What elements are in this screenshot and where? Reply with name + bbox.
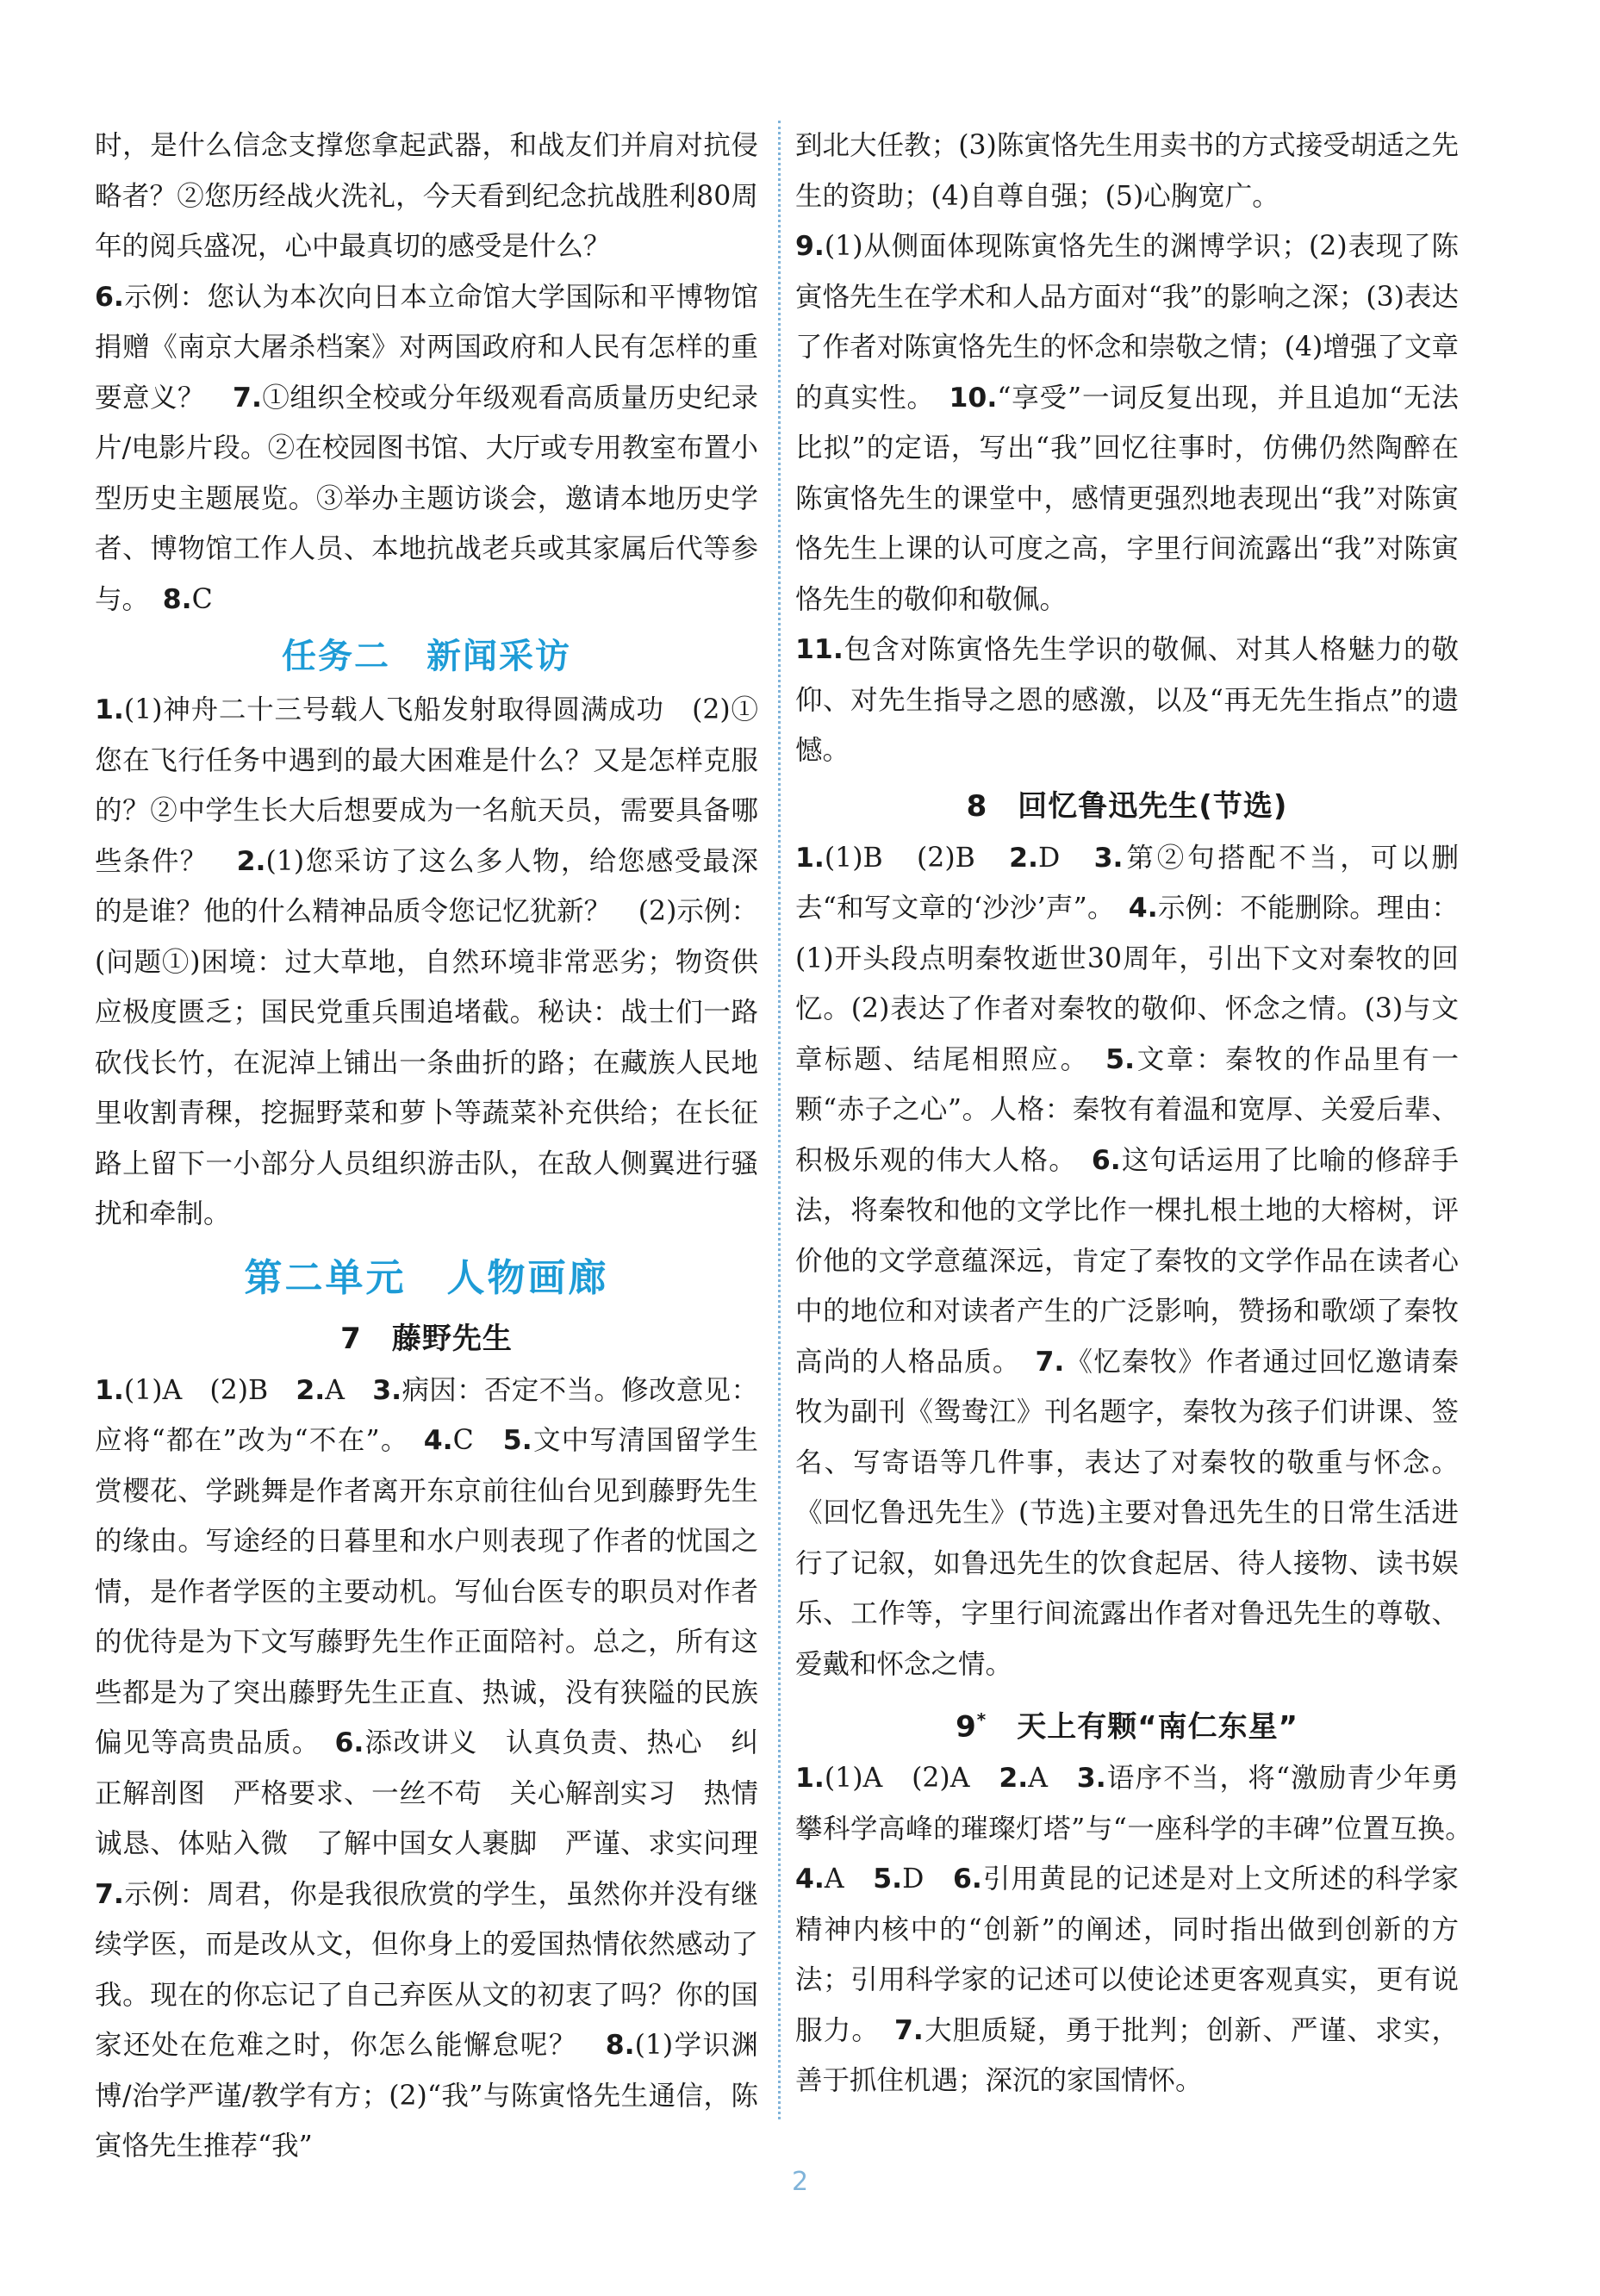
question-number: 2. — [999, 1763, 1029, 1795]
right-column — [795, 121, 1486, 2106]
lesson-heading: 8 回忆鲁迅先生(节选) — [966, 788, 1288, 824]
answer-paragraph — [795, 833, 1459, 1690]
answer-paragraph: 到北大任教；(3)陈寅恪先生用卖书的方式接受胡适之先生的资助；(4)自尊自强；(5)心胸宽广。 — [795, 130, 1459, 212]
lesson-heading: 7 藤野先生 — [340, 1321, 513, 1356]
answer-text: 引用黄昆的记述是对上文所述的科学家精神内核中的“创新”的阐述，同时指出做到创新的方法；引用科学家的记述可以使论述更客观真实，更有说服力。 — [795, 1864, 1459, 2046]
question-number: 4. — [1128, 893, 1158, 924]
answer-paragraph — [795, 625, 1459, 776]
answer-text: (1)A (2)B — [123, 1374, 296, 1406]
answer-text: 《忆秦牧》作者通过回忆邀请秦牧为副刊《鸳鸯江》刊名题字，秦牧为孩子们讲课、签名、写寄语等几件事，表达了对秦牧的敬重与怀念。《回忆鲁迅先生》(节选)主要对鲁迅先生的日常生活进行了记叙，如鲁迅先生的饮食起居、待人接物、读书娱乐、工作等，字里行间流露出作者对鲁迅先生的尊敬、爱戴和怀念之情。 — [795, 1346, 1459, 1680]
question-number: 7. — [233, 382, 262, 414]
question-number: 1. — [795, 842, 825, 874]
question-number: 6. — [95, 281, 124, 313]
question-number: 7. — [1035, 1346, 1065, 1378]
answer-paragraph — [795, 221, 1459, 625]
answer-text: A — [325, 1374, 373, 1406]
answer-text: (1)您采访了这么多人物，给您感受最深的是谁？他的什么精神品质令您记忆犹新？ (2)示例：(问题①)困境：过大草地，自然环境非常恶劣；物资供应极度匮乏；国民党重兵围追堵截。秘诀：战士们一路砍伐长竹，在泥淖上铺出一条曲折的路；在藏族人民地里收割青稞，挖掘野菜和萝卜等蔬菜补充供给；在长征路上留下一小部分人员组织游击队，在敌人侧翼进行骚扰和牵制。 — [95, 845, 758, 1229]
answer-text: A — [1028, 1763, 1077, 1795]
answer-text: D — [902, 1864, 953, 1895]
answer-text: 语序不当，将“激励青少年勇攀科学高峰的璀璨灯塔”与“一座科学的丰碑”位置互换。 — [795, 1763, 1486, 1845]
question-number: 5. — [502, 1425, 532, 1456]
question-number: 9. — [795, 231, 825, 262]
question-number: 4. — [423, 1425, 453, 1456]
answer-text: C — [191, 583, 213, 615]
answer-text: (1)学识渊博/治学严谨/教学有方；(2)“我”与陈寅恪先生通信，陈寅恪先生推荐“我” — [95, 2030, 758, 2162]
answer-text: “享受”一词反复出现，并且追加“无法比拟”的定语，写出“我”回忆往事时，仿佛仍然陶醉在陈寅恪先生的课堂中，感情更强烈地表现出“我”对陈寅恪先生上课的认可度之高，字里行间流露出“我”对陈寅恪先生的敬仰和敬佩。 — [795, 382, 1459, 615]
answer-paragraph — [95, 685, 758, 1240]
question-number: 4. — [795, 1864, 825, 1895]
lesson-number: 9 — [956, 1709, 977, 1745]
question-number: 1. — [795, 1763, 825, 1795]
page-number: 2 — [791, 2167, 809, 2197]
left-column — [95, 121, 786, 2172]
question-number: 2. — [296, 1374, 326, 1406]
question-number: 5. — [1105, 1043, 1136, 1075]
answer-text: A — [824, 1864, 874, 1895]
question-number: 7. — [894, 2014, 924, 2046]
question-number: 3. — [372, 1374, 402, 1406]
question-number: 3. — [1093, 842, 1124, 874]
answer-text: (1)B (2)B — [824, 842, 1010, 874]
question-number: 2. — [236, 845, 266, 877]
answer-paragraph — [95, 1366, 786, 2172]
question-number: 8. — [162, 583, 192, 615]
answer-text: 文中写清国留学生赏樱花、学跳舞是作者离开东京前往仙台见到藤野先生的缘由。写途经的日暮里和水户则表现了作者的忧国之情，是作者学医的主要动机。写仙台医专的职员对作者的优待是为下文写藤野先生作正面陪衬。总之，所有这些都是为了突出藤野先生正直、热诚，没有狭隘的民族偏见等高贵品质。 — [95, 1425, 758, 1758]
answer-text: D — [1037, 842, 1094, 874]
question-number: 7. — [95, 1878, 124, 1910]
optional-lesson-mark: * — [976, 1709, 987, 1730]
answer-paragraph — [795, 1753, 1486, 2106]
question-number: 6. — [1091, 1144, 1121, 1176]
answer-text: 示例：周君，你是我很欣赏的学生，虽然你并没有继续学医，而是改从文，但你身上的爱国热情依然感动了我。现在的你忘记了自己弃医从文的初衷了吗？你的国家还处在危难之时，你怎么能懈怠呢？ — [95, 1878, 758, 2061]
answer-text: (1)神舟二十三号载人飞船发射取得圆满成功 (2)①您在飞行任务中遇到的最大困难是什么？又是怎样克服的？②中学生长大后想要成为一名航天员，需要具备哪些条件？ — [95, 694, 758, 877]
lesson-heading — [795, 1693, 1459, 1753]
answer-text: 示例：您认为本次向日本立命馆大学国际和平博物馆捐赠《南京大屠杀档案》对两国政府和人民有怎样的重要意义？ — [95, 281, 758, 414]
question-number: 5. — [873, 1864, 903, 1895]
answer-text: 第②句搭配不当，可以删去“和写文章的‘沙沙’声”。 — [795, 842, 1459, 924]
question-number: 8. — [605, 2030, 635, 2061]
column-divider — [778, 121, 781, 2119]
answer-text: C — [452, 1425, 503, 1456]
question-number: 10. — [949, 382, 998, 414]
question-number: 1. — [95, 1374, 124, 1406]
answer-paragraph — [95, 272, 758, 625]
question-number: 6. — [952, 1864, 982, 1895]
answer-paragraph: 时，是什么信念支撑您拿起武器，和战友们并肩对抗侵略者？②您历经战火洗礼，今天看到纪念抗战胜利80周年的阅兵盛况，心中最真切的感受是什么？ — [95, 130, 758, 262]
answer-text: 大胆质疑，勇于批判；创新、严谨、求实，善于抓住机遇；深沉的家国情怀。 — [795, 2014, 1459, 2097]
answer-text: 文章：秦牧的作品里有一颗“赤子之心”。人格：秦牧有着温和宽厚、关爱后辈、积极乐观的伟大人格。 — [795, 1043, 1459, 1176]
answer-text: ①组织全校或分年级观看高质量历史纪录片/电影片段。②在校园图书馆、大厅或专用教室布置小型历史主题展览。③举办主题访谈会，邀请本地历史学者、博物馆工作人员、本地抗战老兵或其家属后代等参与。 — [95, 382, 758, 615]
answer-text: 包含对陈寅恪先生学识的敬佩、对其人格魅力的敬仰、对先生指导之恩的感激，以及“再无先生指点”的遗憾。 — [795, 634, 1459, 766]
lesson-title: 天上有颗“南仁东星” — [987, 1709, 1298, 1745]
answer-text: 这句话运用了比喻的修辞手法，将秦牧和他的文学比作一棵扎根土地的大榕树，评价他的文学意蕴深远，肯定了秦牧的文学作品在读者心中的地位和对读者产生的广泛影响，赞扬和歌颂了秦牧高尚的人格品质。 — [795, 1144, 1459, 1378]
question-number: 11. — [795, 634, 844, 665]
question-number: 1. — [95, 694, 124, 725]
answer-text: 添改讲义 认真负责、热心 纠正解剖图 严格要求、一丝不苟 关心解剖实习 热情诚恳、体贴入微 了解中国女人裹脚 严谨、求实问理 — [95, 1727, 786, 1859]
question-number: 2. — [1009, 842, 1038, 874]
question-number: 3. — [1076, 1763, 1106, 1795]
answer-text: 示例：不能删除。理由：(1)开头段点明秦牧逝世30周年，引出下文对秦牧的回忆。(2)表达了作者对秦牧的敬仰、怀念之情。(3)与文章标题、结尾相照应。 — [795, 893, 1459, 1075]
answer-text: 病因：否定不当。修改意见：应将“都在”改为“不在”。 — [95, 1374, 759, 1456]
answer-text: (1)A (2)A — [824, 1763, 999, 1795]
task-heading: 任务二 新闻采访 — [282, 637, 571, 676]
question-number: 6. — [334, 1727, 364, 1758]
answer-text: (1)从侧面体现陈寅恪先生的渊博学识；(2)表现了陈寅恪先生在学术和人品方面对“我”的影响之深；(3)表达了作者对陈寅恪先生的怀念和崇敬之情；(4)增强了文章的真实性。 — [795, 231, 1459, 414]
unit-heading: 第二单元 人物画廊 — [244, 1255, 609, 1300]
